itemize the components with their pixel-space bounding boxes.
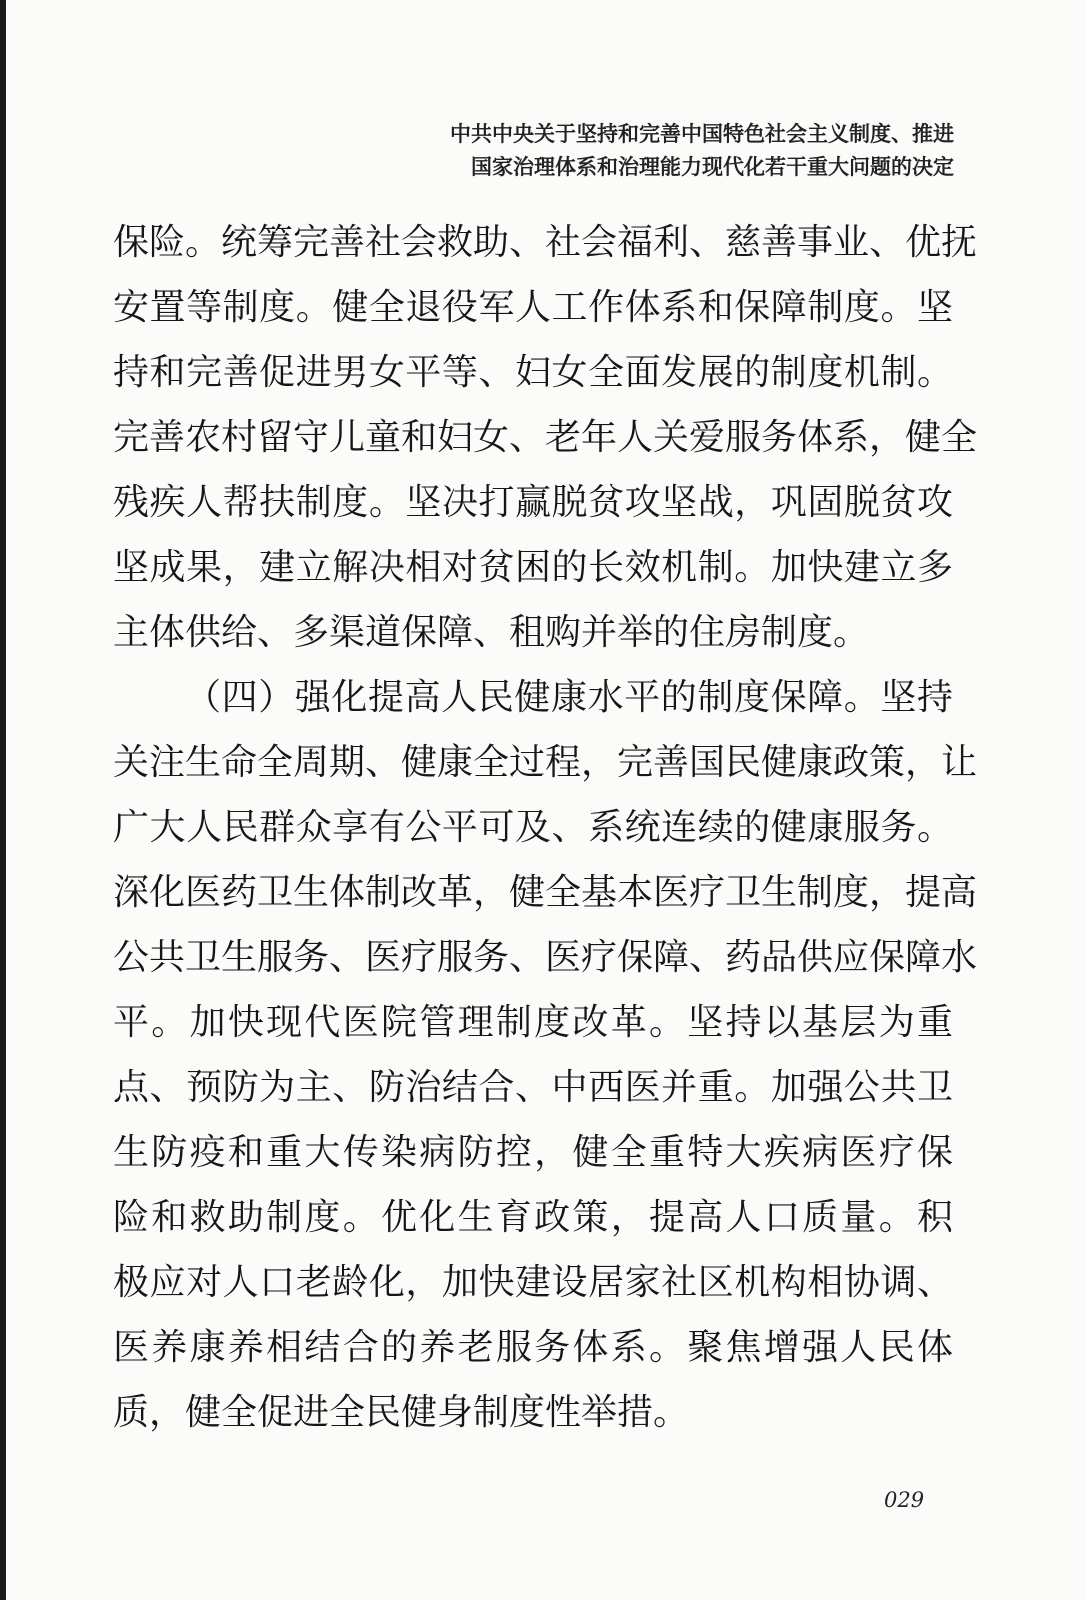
section-heading-line: （四）强化提高人民健康水平的制度保障。坚持 xyxy=(185,677,953,718)
text-line: 残疾人帮扶制度。坚决打赢脱贫攻坚战，巩固脱贫攻 xyxy=(113,482,953,523)
running-header-line-2: 国家治理体系和治理能力现代化若干重大问题的决定 xyxy=(471,155,954,179)
text-line: 持和完善促进男女平等、妇女全面发展的制度机制。 xyxy=(113,352,953,393)
text-line: 关注生命全周期、健康全过程，完善国民健康政策，让 xyxy=(113,742,978,783)
text-line: 医养康养相结合的养老服务体系。聚焦增强人民体 xyxy=(113,1327,953,1368)
text-line: 公共卫生服务、医疗服务、医疗保障、药品供应保障水 xyxy=(113,937,978,978)
text-line: 坚成果，建立解决相对贫困的长效机制。加快建立多 xyxy=(113,547,953,588)
text-line: 广大人民群众享有公平可及、系统连续的健康服务。 xyxy=(113,807,953,848)
text-line: 完善农村留守儿童和妇女、老年人关爱服务体系，健全 xyxy=(113,417,978,458)
text-line: 极应对人口老龄化，加快建设居家社区机构相协调、 xyxy=(113,1262,953,1303)
running-header-line-1: 中共中央关于坚持和完善中国特色社会主义制度、推进 xyxy=(450,122,954,146)
page-edge-shadow xyxy=(0,0,6,1600)
text-line: 保险。统筹完善社会救助、社会福利、慈善事业、优抚 xyxy=(113,222,978,263)
page-number: 029 xyxy=(884,1488,925,1512)
text-line: 质，健全促进全民健身制度性举措。 xyxy=(113,1392,690,1433)
text-line: 深化医药卫生体制改革，健全基本医疗卫生制度，提高 xyxy=(113,872,978,913)
text-line: 平。加快现代医院管理制度改革。坚持以基层为重 xyxy=(113,1002,953,1043)
text-line: 主体供给、多渠道保障、租购并举的住房制度。 xyxy=(113,612,870,653)
text-line: 安置等制度。健全退役军人工作体系和保障制度。坚 xyxy=(113,287,953,328)
text-line: 生防疫和重大传染病防控，健全重特大疾病医疗保 xyxy=(113,1132,953,1173)
body-text xyxy=(113,210,978,1445)
text-line: 点、预防为主、防治结合、中西医并重。加强公共卫 xyxy=(113,1067,953,1108)
running-header xyxy=(254,118,954,184)
text-line: 险和救助制度。优化生育政策，提高人口质量。积 xyxy=(113,1197,953,1238)
